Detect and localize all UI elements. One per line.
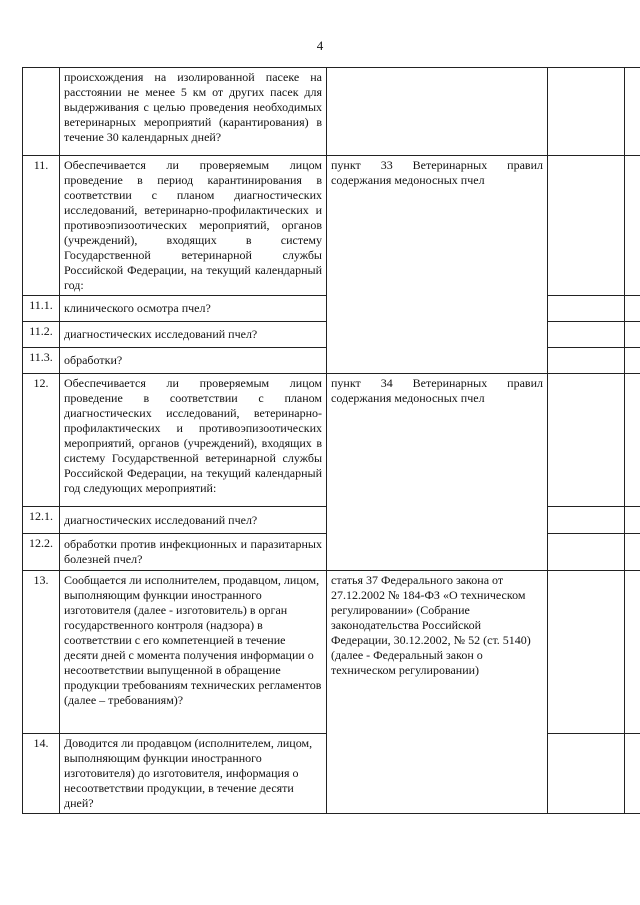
row-number: 12. xyxy=(23,374,60,507)
answer-cell xyxy=(548,296,625,322)
answer-cell xyxy=(548,322,625,348)
reference-cell xyxy=(327,374,548,571)
table-row xyxy=(23,571,640,734)
answer-cell xyxy=(548,571,625,734)
answer-cell xyxy=(548,734,625,814)
table-row xyxy=(23,156,640,296)
row-number: 14. xyxy=(23,734,60,814)
row-number: 13. xyxy=(23,571,60,734)
reference-text: статья 37 Федерального закона от 27.12.2002 № 184-ФЗ «О техническом регулировании» (Собрание законодательства Российской Федерации, 30.12.2002, № 52 (ст. 5140) (далее - Федеральный закон о техническом регулировании) xyxy=(331,573,531,677)
answer-cell xyxy=(548,68,625,156)
requirement-text: Обеспечивается ли проверяемым лицом проведение в период карантинирования в соответствии с планом диагностических исследований, ветеринарно-профилактических и противоэпизоотических мероприятий, органов (учреждений), входящих в систему Государственной ветеринарной службы Российской Федерации, на текущий календарный год: xyxy=(60,156,327,296)
requirement-text: обработки против инфекционных и паразитарных болезней пчел? xyxy=(60,534,327,571)
reference-text: пункт 34 Ветеринарных правил содержания медоносных пчел xyxy=(331,376,543,405)
notes-cell xyxy=(625,348,640,374)
requirement-text: диагностических исследований пчел? xyxy=(60,507,327,534)
notes-cell xyxy=(625,296,640,322)
notes-cell xyxy=(625,507,640,534)
table-row xyxy=(23,374,640,507)
reference-text: пункт 33 Ветеринарных правил содержания медоносных пчел xyxy=(331,158,543,187)
notes-cell xyxy=(625,534,640,571)
row-number: 11.2. xyxy=(23,322,60,348)
notes-cell xyxy=(625,734,640,814)
row-number: 11. xyxy=(23,156,60,296)
notes-cell xyxy=(625,156,640,296)
requirement-text: Доводится ли продавцом (исполнителем, лицом, выполняющим функции иностранного изготовителя) до изготовителя, информация о несоответствии продукции, в течение десяти дней? xyxy=(60,734,327,814)
requirement-text: Обеспечивается ли проверяемым лицом проведение в соответствии с планом диагностических исследований, ветеринарно-профилактических и противоэпизоотических мероприятий, органов (учреждений), входящих в систему Государственной ветеринарной службы Российской Федерации, на текущий календарный год следующих мероприятий: xyxy=(60,374,327,507)
row-number: 11.3. xyxy=(23,348,60,374)
table-row xyxy=(23,68,640,156)
row-number: 12.2. xyxy=(23,534,60,571)
notes-cell xyxy=(625,322,640,348)
checklist-table xyxy=(22,67,640,814)
requirement-text: происхождения на изолированной пасеке на расстоянии не менее 5 км от других пасек для выдерживания с целью проведения необходимых ветеринарных мероприятий (карантирования) в течение 30 календарных дней? xyxy=(60,68,327,156)
answer-cell xyxy=(548,348,625,374)
answer-cell xyxy=(548,534,625,571)
requirement-text: клинического осмотра пчел? xyxy=(60,296,327,322)
answer-cell xyxy=(548,156,625,296)
requirement-text: обработки? xyxy=(60,348,327,374)
reference-cell xyxy=(327,156,548,374)
answer-cell xyxy=(548,374,625,507)
row-number: 11.1. xyxy=(23,296,60,322)
notes-cell xyxy=(625,68,640,156)
notes-cell xyxy=(625,374,640,507)
row-number xyxy=(23,68,60,156)
reference-cell xyxy=(327,571,548,814)
requirement-text: Сообщается ли исполнителем, продавцом, лицом, выполняющим функции иностранного изготовителя (далее - изготовитель) в орган государственного контроля (надзора) в соответствии с его компетенцией в течение десяти дней с момента получения информации о несоответствии выпущенной в обращение продукции требованиям технических регламентов (далее – требованиям)? xyxy=(60,571,327,734)
page-number: 4 xyxy=(316,38,324,53)
answer-cell xyxy=(548,507,625,534)
row-number: 12.1. xyxy=(23,507,60,534)
requirement-text: диагностических исследований пчел? xyxy=(60,322,327,348)
reference-cell xyxy=(327,68,548,156)
notes-cell xyxy=(625,571,640,734)
